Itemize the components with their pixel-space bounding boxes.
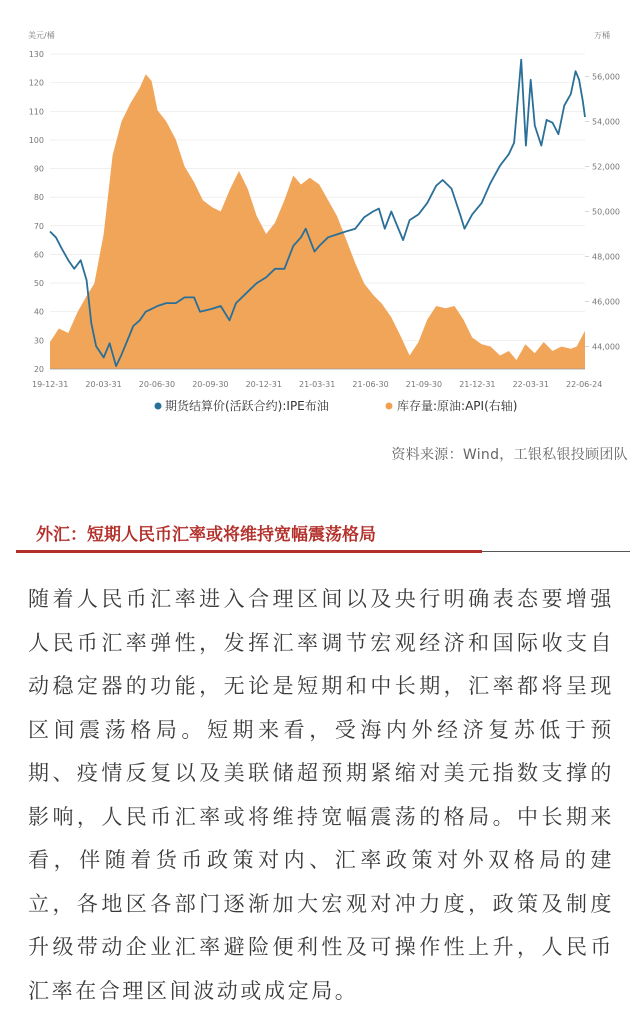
x-tick-label: 20-03-31 xyxy=(85,380,122,389)
left-tick-label: 50 xyxy=(33,279,44,289)
right-tick-label: 54,000 xyxy=(592,117,620,127)
x-tick-label: 21-09-30 xyxy=(405,380,443,389)
left-tick-label: 130 xyxy=(28,50,44,59)
title-underline-gray xyxy=(482,551,630,552)
legend-marker-inventory xyxy=(386,403,393,410)
title-underline-red xyxy=(16,550,482,553)
legend-label-inventory: 库存量:原油:API(右轴) xyxy=(397,399,518,413)
x-tick-label: 22-06-24 xyxy=(566,380,603,389)
legend-label-brent: 期货结算价(活跃合约):IPE布油 xyxy=(165,399,329,413)
x-tick-label: 20-09-30 xyxy=(192,380,229,389)
left-tick-label: 40 xyxy=(33,307,44,317)
left-tick-label: 100 xyxy=(28,135,44,145)
x-tick-label: 20-06-30 xyxy=(138,380,176,389)
left-axis-unit: 美元/桶 xyxy=(28,31,55,40)
legend-marker-brent xyxy=(155,403,162,410)
right-tick-label: 56,000 xyxy=(592,72,620,82)
x-tick-label: 21-12-31 xyxy=(459,380,496,389)
left-tick-label: 110 xyxy=(28,107,44,117)
x-tick-label: 19-12-31 xyxy=(32,380,69,389)
body-paragraph: 随着人民币汇率进入合理区间以及央行明确表态要增强人民币汇率弹性，发挥汇率调节宏观经济和国际收支自动稳定器的功能，无论是短期和中长期，汇率都将呈现区间震荡格局。短期来看，受海内外经济复苏低于预期、疫情反复以及美联储超预期紧缩对美元指数支撑的影响，人民币汇率或将维持宽幅震荡的格局。中长期来看，伴随着货币政策对内、汇率政策对外双格局的建立，各地区各部门逐渐加大宏观对冲力度，政策及制度升级带动企业汇率避险便利性及可操作性上升，人民币汇率在合理区间波动或成定局。 xyxy=(28,587,614,1003)
x-tick-label: 21-06-30 xyxy=(352,380,389,389)
right-axis-unit: 万桶 xyxy=(594,31,610,40)
left-tick-label: 60 xyxy=(33,250,44,260)
left-tick-label: 30 xyxy=(33,336,44,346)
section-title: 外汇：短期人民币汇率或将维持宽幅震荡格局 xyxy=(36,525,376,545)
oil-chart xyxy=(0,0,640,430)
source-note: 资料来源：Wind，工银私银投顾团队 xyxy=(391,447,628,463)
inventory-area xyxy=(50,74,585,369)
left-tick-label: 80 xyxy=(33,193,44,203)
section-header xyxy=(16,518,630,558)
left-tick-label: 90 xyxy=(33,164,44,174)
right-tick-label: 44,000 xyxy=(592,342,620,352)
left-tick-label: 70 xyxy=(33,221,44,231)
right-tick-label: 46,000 xyxy=(592,297,620,307)
chart-svg xyxy=(0,0,640,430)
right-tick-label: 48,000 xyxy=(592,252,620,262)
x-tick-label: 20-12-31 xyxy=(245,380,282,389)
right-tick-label: 52,000 xyxy=(592,162,620,172)
left-tick-label: 120 xyxy=(28,78,44,88)
x-tick-label: 22-03-31 xyxy=(512,380,549,389)
right-tick-label: 50,000 xyxy=(592,207,620,217)
x-tick-label: 21-03-31 xyxy=(299,380,336,389)
left-tick-label: 20 xyxy=(33,365,44,374)
